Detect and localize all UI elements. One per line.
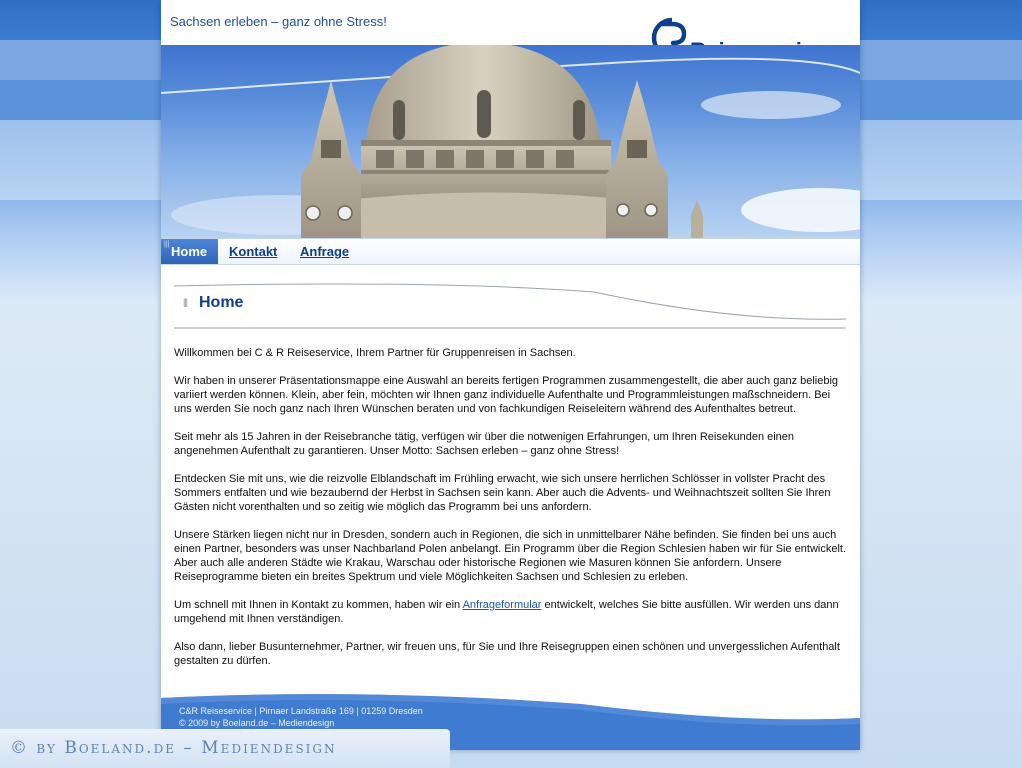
nav-item-anfrage[interactable]: Anfrage <box>300 244 350 259</box>
main-content <box>174 346 849 682</box>
hero-image <box>161 45 860 238</box>
header <box>161 0 860 45</box>
footer-copyright: © 2009 by Boeland.de – Mediendesign <box>179 718 335 728</box>
contact-text-before: Um schnell mit Ihnen in Kontakt zu kommen, haben wir ein <box>174 599 463 611</box>
paragraph-contact <box>174 598 849 626</box>
paragraph-closing: Also dann, lieber Busunternehmer, Partner, wir freuen uns, für Sie und Ihre Reisegruppen einen schönen und unvergesslichen Aufenthalt gestalten zu dürfen. <box>174 641 840 667</box>
contact-text-after: entwickelt, welches Sie bitte ausfüllen. Wir werden uns dann umgehend mit Ihnen verständigen. <box>174 599 839 625</box>
page-container <box>161 0 860 750</box>
title-marker-icon: ||| <box>183 297 188 307</box>
paragraph-programs: Wir haben in unserer Präsentationsmappe eine Auswahl an bereits fertigen Programmen zusammengestellt, die aber auch ganz beliebig variiert werden können. Klein, aber fein, möchten wir Ihnen ganz individuelle Aufenthalte und Programmleistungen maßschneidern. Bei uns werden Sie noch ganz nach Ihren Wünschen beraten und von fachkundigen Reiseleitern während des Aufenthaltes betreut. <box>174 375 839 415</box>
nav-item-kontakt[interactable]: Kontakt <box>229 244 278 259</box>
page-title: Home <box>199 294 244 311</box>
paragraph-welcome: Willkommen bei C & R Reiseservice, Ihrem Partner für Gruppenreisen in Sachsen. <box>174 347 576 359</box>
main-nav <box>161 238 860 265</box>
footer-address: C&R Reiseservice | Pirnaer Landstraße 169 | 01259 Dresden <box>179 706 423 716</box>
nav-item-home[interactable] <box>161 239 218 264</box>
anfrageformular-link[interactable]: Anfrageformular <box>462 599 542 611</box>
paragraph-experience: Seit mehr als 15 Jahren in der Reisebranche tätig, verfügen wir über die notwenigen Erfahrungen, um Ihren Reisekunden einen angenehmen Aufenthalt zu garantieren. Unser Motto: Sachsen erleben – ganz ohne Stress! <box>174 431 795 457</box>
designer-credit-text: © by Boeland.de – Mediendesign <box>10 738 337 758</box>
designer-credit <box>0 729 450 768</box>
page-title-bar <box>174 282 846 332</box>
nav-item-home-label: Home <box>171 244 208 259</box>
nav-marker-icon: ||| <box>164 241 170 248</box>
paragraph-seasons: Entdecken Sie mit uns, wie die reizvolle Elblandschaft im Frühling erwacht, wie sich unsere herrlichen Schlösser in vollster Pracht des Sommers entfalten und wie bezaubernd der Herbst in Sachsen sein kann. Aber auch die Advents- und Weihnachtszeit sollten Sie Ihren Gästen nicht vorenthalten und so zeitig wie möglich das Programm bei uns anfordern. <box>174 473 831 513</box>
paragraph-strengths: Unsere Stärken liegen nicht nur in Dresden, sondern auch in Regionen, die sich in unmittelbarer Nähe befinden. Sie finden bei uns auch einen Partner, besonders was unser Nachbarland Polen anbelangt. Ein Programm über die Region Schlesien haben wir für Sie entwickelt. Aber auch alle anderen Städte wie Krakau, Warschau oder historische Regionen wie Masuren können Sie anfordern. Unsere Reiseprogramme bieten ein breites Spektrum und viele Möglichkeiten Sachsen und Schlesien zu erleben. <box>174 529 846 583</box>
slogan: Sachsen erleben – ganz ohne Stress! <box>170 14 387 29</box>
